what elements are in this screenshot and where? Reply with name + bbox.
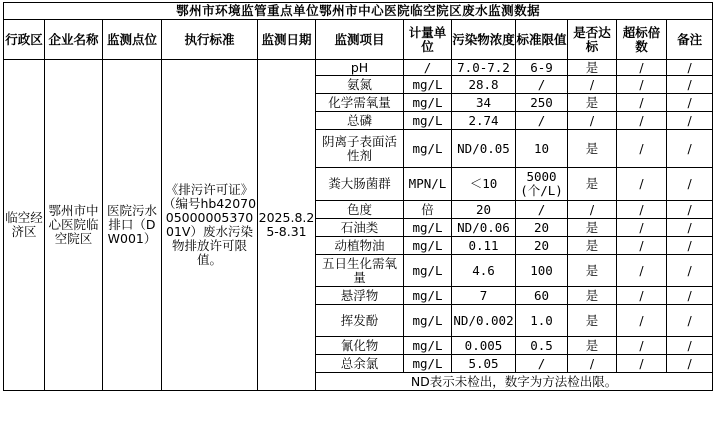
cell-exceed: /: [617, 337, 667, 355]
header-limit: 标准限值: [516, 20, 568, 60]
cell-limit: 100: [516, 255, 568, 287]
cell-unit: 倍: [404, 201, 452, 219]
cell-remark: /: [667, 60, 713, 76]
cell-exceed: /: [617, 168, 667, 201]
cell-concentration: 7: [452, 287, 516, 305]
header-point: 监测点位: [103, 20, 162, 60]
cell-unit: mg/L: [404, 337, 452, 355]
cell-limit: /: [516, 76, 568, 94]
header-date: 监测日期: [258, 20, 316, 60]
cell-standard: 《排污许可证》（编号hb420700500000537001V）废水污染物排放许可限值。: [162, 60, 258, 391]
cell-unit: MPN/L: [404, 168, 452, 201]
report-sheet: [3, 2, 712, 422]
cell-compliant: 是: [568, 305, 617, 337]
cell-concentration: 5.05: [452, 355, 516, 373]
cell-exceed: /: [617, 237, 667, 255]
cell-date: 2025.8.25-8.31: [258, 60, 316, 391]
cell-item: pH: [316, 60, 404, 76]
cell-exceed: /: [617, 94, 667, 112]
cell-compliant: 是: [568, 255, 617, 287]
cell-compliant: 是: [568, 60, 617, 76]
cell-concentration: ND/0.002: [452, 305, 516, 337]
cell-item: 色度: [316, 201, 404, 219]
cell-remark: /: [667, 219, 713, 237]
cell-compliant: /: [568, 76, 617, 94]
monitoring-table: [3, 2, 713, 391]
cell-compliant: /: [568, 201, 617, 219]
cell-remark: /: [667, 76, 713, 94]
cell-limit: 20: [516, 219, 568, 237]
cell-unit: mg/L: [404, 76, 452, 94]
cell-remark: /: [667, 237, 713, 255]
cell-unit: mg/L: [404, 219, 452, 237]
cell-limit: 0.5: [516, 337, 568, 355]
cell-unit: mg/L: [404, 94, 452, 112]
cell-limit: /: [516, 112, 568, 130]
header-standard: 执行标准: [162, 20, 258, 60]
footnote: ND表示未检出，数字为方法检出限。: [316, 373, 713, 391]
cell-concentration: ND/0.06: [452, 219, 516, 237]
cell-compliant: 是: [568, 219, 617, 237]
cell-compliant: 是: [568, 168, 617, 201]
cell-compliant: 是: [568, 237, 617, 255]
cell-item: 阴离子表面活性剂: [316, 130, 404, 168]
cell-item: 五日生化需氧量: [316, 255, 404, 287]
cell-item: 化学需氧量: [316, 94, 404, 112]
cell-limit: 1.0: [516, 305, 568, 337]
cell-compliant: /: [568, 355, 617, 373]
cell-concentration: ND/0.05: [452, 130, 516, 168]
header-district: 行政区: [4, 20, 45, 60]
cell-exceed: /: [617, 76, 667, 94]
page-title: 鄂州市环境监管重点单位鄂州市中心医院临空院区废水监测数据: [4, 3, 713, 20]
header-item: 监测项目: [316, 20, 404, 60]
cell-unit: mg/L: [404, 355, 452, 373]
header-compliant: 是否达标: [568, 20, 617, 60]
cell-item: 动植物油: [316, 237, 404, 255]
cell-unit: /: [404, 60, 452, 76]
cell-limit: 5000(个/L): [516, 168, 568, 201]
cell-limit: /: [516, 201, 568, 219]
cell-concentration: 2.74: [452, 112, 516, 130]
cell-limit: 6-9: [516, 60, 568, 76]
cell-concentration: 0.11: [452, 237, 516, 255]
cell-exceed: /: [617, 287, 667, 305]
cell-remark: /: [667, 94, 713, 112]
header-remark: 备注: [667, 20, 713, 60]
cell-unit: mg/L: [404, 130, 452, 168]
cell-remark: /: [667, 112, 713, 130]
cell-remark: /: [667, 168, 713, 201]
cell-unit: mg/L: [404, 112, 452, 130]
cell-concentration: 34: [452, 94, 516, 112]
cell-company: 鄂州市中心医院临空院区: [45, 60, 103, 391]
cell-district: 临空经济区: [4, 60, 45, 391]
cell-unit: mg/L: [404, 255, 452, 287]
cell-limit: 60: [516, 287, 568, 305]
header-concentration: 污染物浓度: [452, 20, 516, 60]
cell-concentration: ＜10: [452, 168, 516, 201]
cell-exceed: /: [617, 219, 667, 237]
cell-remark: /: [667, 287, 713, 305]
cell-compliant: 是: [568, 130, 617, 168]
cell-concentration: 20: [452, 201, 516, 219]
cell-point: 医院污水排口（DW001）: [103, 60, 162, 391]
cell-item: 石油类: [316, 219, 404, 237]
header-company: 企业名称: [45, 20, 103, 60]
cell-remark: /: [667, 355, 713, 373]
cell-exceed: /: [617, 255, 667, 287]
cell-concentration: 28.8: [452, 76, 516, 94]
cell-remark: /: [667, 201, 713, 219]
table-row: [4, 60, 713, 76]
cell-remark: /: [667, 130, 713, 168]
cell-unit: mg/L: [404, 237, 452, 255]
cell-remark: /: [667, 305, 713, 337]
cell-compliant: 是: [568, 337, 617, 355]
cell-concentration: 0.005: [452, 337, 516, 355]
cell-exceed: /: [617, 60, 667, 76]
cell-unit: mg/L: [404, 287, 452, 305]
cell-remark: /: [667, 255, 713, 287]
cell-compliant: /: [568, 112, 617, 130]
header-exceed: 超标倍数: [617, 20, 667, 60]
cell-item: 氰化物: [316, 337, 404, 355]
cell-item: 挥发酚: [316, 305, 404, 337]
cell-concentration: 4.6: [452, 255, 516, 287]
cell-exceed: /: [617, 130, 667, 168]
cell-exceed: /: [617, 355, 667, 373]
cell-item: 总磷: [316, 112, 404, 130]
cell-item: 氨氮: [316, 76, 404, 94]
cell-item: 悬浮物: [316, 287, 404, 305]
cell-compliant: 是: [568, 94, 617, 112]
cell-remark: /: [667, 337, 713, 355]
cell-limit: 10: [516, 130, 568, 168]
cell-limit: 20: [516, 237, 568, 255]
cell-concentration: 7.0-7.2: [452, 60, 516, 76]
cell-limit: /: [516, 355, 568, 373]
cell-limit: 250: [516, 94, 568, 112]
cell-unit: mg/L: [404, 305, 452, 337]
cell-compliant: 是: [568, 287, 617, 305]
cell-exceed: /: [617, 112, 667, 130]
header-unit: 计量单位: [404, 20, 452, 60]
cell-item: 粪大肠菌群: [316, 168, 404, 201]
cell-item: 总余氯: [316, 355, 404, 373]
cell-exceed: /: [617, 305, 667, 337]
cell-exceed: /: [617, 201, 667, 219]
